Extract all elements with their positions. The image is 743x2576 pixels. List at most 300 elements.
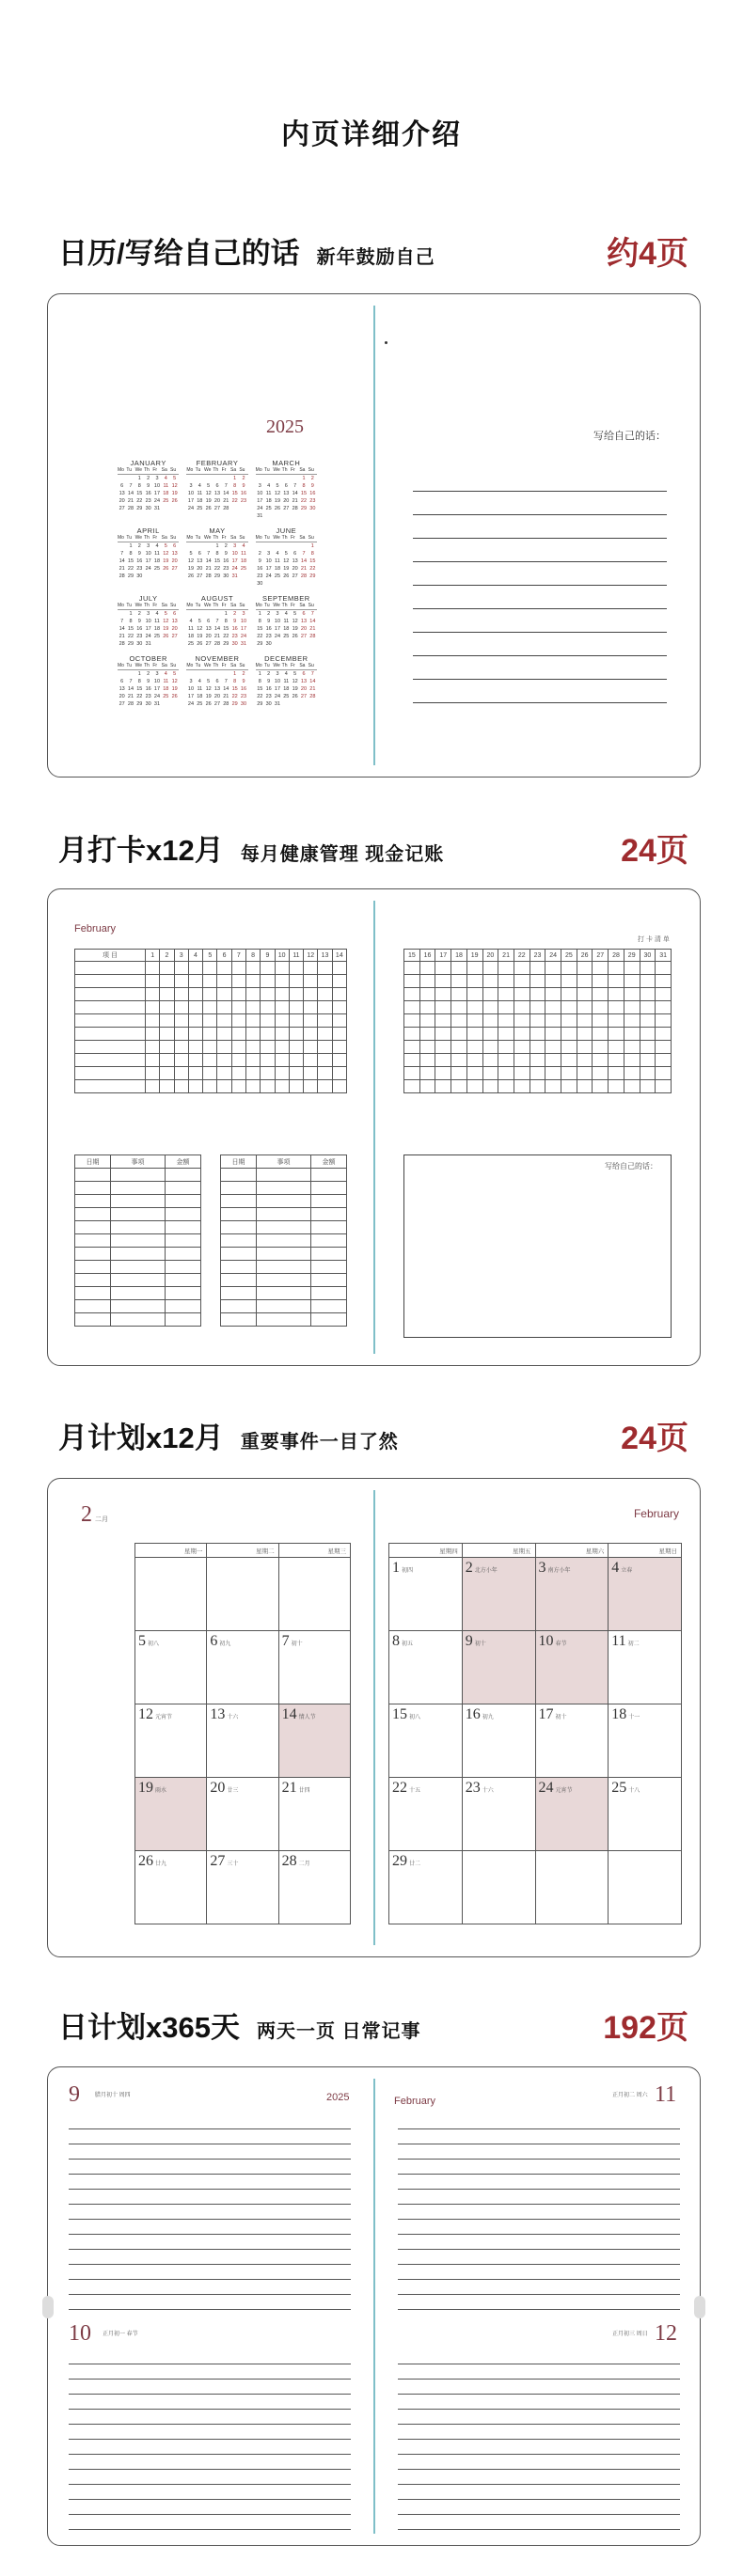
calendar-day: 9 — [258, 558, 261, 564]
weekday-label: Th — [143, 603, 150, 608]
calendar-day: 18 — [163, 491, 169, 496]
calendar-weekday-header — [256, 467, 317, 475]
tracker-cell — [466, 988, 482, 1001]
calendar-day: 27 — [292, 573, 298, 579]
ledger-header: 事项 — [111, 1155, 166, 1169]
weekday-label: Mo — [186, 467, 194, 473]
plan-day-number: 7 — [281, 1633, 290, 1649]
calendar-day: 3 — [242, 611, 245, 617]
tracker-cell — [146, 1067, 160, 1080]
tracker-cell — [75, 1054, 146, 1067]
tracker-day-header: 12 — [304, 950, 318, 962]
weekday-label: Mo — [255, 535, 262, 541]
tracker-cell — [656, 1014, 672, 1028]
calendar-day: 12 — [171, 679, 178, 684]
tracker-cell — [231, 988, 245, 1001]
tracker-cell — [419, 1001, 435, 1014]
tracker-day-header: 13 — [318, 950, 332, 962]
plan-day-note: 初十 — [474, 1641, 486, 1647]
tracker-cell — [451, 1067, 467, 1080]
weekday-label: Mo — [186, 663, 194, 668]
tracker-cell — [318, 1001, 332, 1014]
tracker-cell — [640, 1080, 656, 1093]
tracker-cell — [498, 962, 514, 975]
tracker-cell — [656, 988, 672, 1001]
calendar-day: 29 — [300, 506, 308, 511]
tracker-cell — [656, 1054, 672, 1067]
day-number: 9 — [69, 2082, 80, 2107]
calendar-day: 10 — [265, 558, 272, 564]
ledger-cell — [75, 1300, 111, 1313]
calendar-day: 20 — [213, 694, 221, 699]
tracker-cell — [304, 988, 318, 1001]
month-number: 2 二月 — [81, 1502, 108, 1527]
calendar-day: 6 — [207, 619, 211, 624]
tracker-cell — [498, 988, 514, 1001]
tracker-cell — [261, 1067, 275, 1080]
ledger-row — [75, 1287, 201, 1300]
tracker-cell — [146, 1014, 160, 1028]
tracker-day-header: 9 — [261, 950, 275, 962]
tracker-cell — [514, 1080, 530, 1093]
calendar-day: 6 — [198, 551, 201, 557]
ledger-cell — [166, 1261, 201, 1274]
tracker-cell — [545, 1001, 561, 1014]
calendar-day: 15 — [231, 686, 238, 692]
tracker-cell — [561, 1014, 577, 1028]
calendar-day: 12 — [187, 558, 195, 564]
calendar-blank — [118, 475, 126, 482]
weekday-label: We — [273, 535, 280, 541]
tracker-cell — [404, 1054, 420, 1067]
plan-day-number: 11 — [611, 1633, 626, 1649]
ledger-cell — [257, 1195, 311, 1208]
tracker-cell — [498, 975, 514, 988]
tracker-cell — [261, 988, 275, 1001]
calendar-day: 27 — [119, 701, 125, 707]
calendar-blank — [282, 542, 291, 550]
notebook-spine — [373, 306, 375, 765]
calendar-day: 27 — [283, 506, 290, 511]
tracker-cell — [419, 1028, 435, 1041]
weekday-label: Mo — [118, 603, 124, 608]
tracker-row — [404, 1067, 672, 1080]
calendar-day: 31 — [153, 506, 161, 511]
ledger-cell — [311, 1274, 347, 1287]
calendar-day: 30 — [145, 701, 151, 707]
tracker-cell — [217, 975, 231, 988]
calendar-day: 23 — [240, 498, 247, 504]
tracker-cell — [332, 1028, 346, 1041]
calendar-day: 28 — [213, 641, 221, 647]
calendar-day: 22 — [223, 634, 229, 639]
plan-day-number: 3 — [538, 1560, 546, 1576]
calendar-blank — [118, 542, 126, 550]
plan-week-row — [135, 1704, 351, 1778]
ledger-cell — [311, 1248, 347, 1261]
ledger-cell — [257, 1300, 311, 1313]
tracker-cell — [160, 1028, 174, 1041]
plan-day-cell — [135, 1704, 207, 1778]
calendar-weekday-header — [256, 663, 317, 670]
tracker-cell — [217, 988, 231, 1001]
tracker-cell — [188, 1041, 202, 1054]
plan-day-note: 初八 — [409, 1715, 421, 1720]
tracker-cell — [203, 1054, 217, 1067]
ledger-row — [221, 1182, 347, 1195]
tracker-day-header: 22 — [514, 950, 530, 962]
tracker-cell — [482, 1067, 498, 1080]
tracker-cell — [561, 988, 577, 1001]
tracker-cell — [656, 1028, 672, 1041]
tracker-cell — [332, 1001, 346, 1014]
weekday-label: We — [273, 467, 280, 473]
ledger-cell — [166, 1234, 201, 1248]
tracker-cell — [451, 1001, 467, 1014]
calendar-day: 19 — [205, 498, 212, 504]
calendar-day: 25 — [265, 506, 272, 511]
calendar-weekday-header — [186, 467, 247, 475]
calendar-blank — [273, 542, 281, 550]
plan-day-note: 立春 — [621, 1568, 633, 1574]
calendar-day: 14 — [127, 491, 134, 496]
calendar-day: 22 — [257, 694, 263, 699]
tracker-cell — [160, 1080, 174, 1093]
calendar-blank — [264, 542, 273, 550]
tracker-cell — [174, 1014, 188, 1028]
calendar-day: 20 — [205, 634, 212, 639]
tracker-cell — [593, 1001, 609, 1014]
tracker-cell — [577, 1001, 593, 1014]
tracker-cell — [174, 1054, 188, 1067]
tracker-cell — [530, 1067, 545, 1080]
plan-week-row — [389, 1851, 682, 1924]
plan-week-row — [389, 1704, 682, 1778]
calendar-day: 10 — [274, 619, 281, 624]
calendar-day: 24 — [274, 634, 281, 639]
weekday-label: Th — [281, 603, 288, 608]
tracker-row — [404, 988, 672, 1001]
calendar-days — [118, 670, 179, 708]
calendar-day: 5 — [164, 543, 167, 549]
tracker-row — [75, 1067, 347, 1080]
weekday-label: Th — [213, 535, 219, 541]
calendar-day: 12 — [292, 679, 298, 684]
plan-week-row — [135, 1631, 351, 1704]
calendar-day: 13 — [205, 626, 212, 632]
plan-day-note: 初九 — [219, 1641, 231, 1647]
tracker-cell — [498, 1041, 514, 1054]
tracker-cell — [188, 1067, 202, 1080]
calendar-day: 9 — [233, 619, 237, 624]
calendar-day: 8 — [258, 619, 261, 624]
tracker-cell — [561, 975, 577, 988]
ledger-cell — [311, 1261, 347, 1274]
weekday-label: Su — [239, 663, 245, 668]
tracker-cell — [624, 988, 640, 1001]
tracker-cell — [482, 975, 498, 988]
weekday-label: Fr — [152, 603, 158, 608]
calendar-day: 4 — [198, 679, 201, 684]
tracker-cell — [640, 1028, 656, 1041]
calendar-day: 9 — [137, 619, 141, 624]
calendar-day: 8 — [233, 679, 237, 684]
ledger-cell — [166, 1208, 201, 1221]
tracker-cell — [245, 962, 260, 975]
plan-day-cell — [535, 1704, 609, 1778]
day-lunar-note: 正月初一 春节 — [103, 2332, 138, 2337]
tracker-cell — [332, 975, 346, 988]
weekday-label: Sa — [161, 603, 167, 608]
tracker-cell — [640, 1067, 656, 1080]
month-name: February — [633, 1507, 679, 1520]
tracker-cell — [640, 962, 656, 975]
ledger-header: 事项 — [257, 1155, 311, 1169]
calendar-day: 20 — [300, 686, 308, 692]
section-subtitle: 每月健康管理 现金记账 — [240, 844, 445, 865]
calendar-day: 26 — [187, 573, 195, 579]
tracker-header-row — [404, 950, 672, 962]
section-page-count: 192页 — [603, 2010, 688, 2046]
tracker-cell — [75, 1014, 146, 1028]
day-lunar-note: 腊月初十 周四 — [95, 2093, 131, 2098]
calendar-day: 8 — [224, 619, 228, 624]
tracker-cell — [561, 1041, 577, 1054]
tracker-cell — [174, 962, 188, 975]
weekday-label: Tu — [126, 467, 132, 473]
weekday-label: Mo — [118, 467, 124, 473]
calendar-day: 26 — [292, 634, 298, 639]
tracker-cell — [530, 1041, 545, 1054]
tracker-cell — [245, 988, 260, 1001]
calendar-day: 30 — [145, 506, 151, 511]
calendar-month-name: MARCH — [272, 459, 301, 467]
tracker-cell — [624, 1080, 640, 1093]
tracker-cell — [482, 1014, 498, 1028]
ledger-cell — [75, 1221, 111, 1234]
weekday-label: We — [203, 663, 212, 668]
calendar-month-name: OCTOBER — [129, 654, 167, 663]
ledger-row — [221, 1313, 347, 1327]
plan-day-number: 25 — [611, 1780, 627, 1796]
tracker-cell — [577, 975, 593, 988]
tracker-cell — [174, 1080, 188, 1093]
ledger-cell — [75, 1169, 111, 1182]
tracker-cell — [304, 975, 318, 988]
weekday-label: We — [203, 467, 212, 473]
tracker-cell — [289, 1028, 303, 1041]
plan-day-note: 初四 — [402, 1568, 414, 1574]
weekday-label: Mo — [118, 663, 124, 668]
calendar-day: 1 — [215, 543, 219, 549]
calendar-day: 23 — [136, 566, 143, 572]
tracker-cell — [275, 1067, 289, 1080]
weekday-label: Th — [143, 535, 150, 541]
ledger-cell — [257, 1182, 311, 1195]
calendar-blank — [222, 670, 230, 678]
tracker-day-header: 2 — [160, 950, 174, 962]
tracker-cell — [188, 1028, 202, 1041]
tracker-cell — [514, 1067, 530, 1080]
tracker-row — [404, 1028, 672, 1041]
calendar-day: 8 — [258, 679, 261, 684]
calendar-day: 7 — [310, 611, 314, 617]
plan-day-cell — [207, 1851, 278, 1924]
plan-day-note: 春节 — [555, 1641, 567, 1647]
calendar-day: 17 — [187, 694, 195, 699]
calendar-day: 22 — [136, 498, 143, 504]
tracker-cell — [419, 988, 435, 1001]
ledger-cell — [257, 1169, 311, 1182]
daily-writing-lines — [398, 2114, 680, 2310]
plan-day-cell — [462, 1558, 535, 1631]
tracker-cell — [545, 1080, 561, 1093]
tracker-cell — [498, 1001, 514, 1014]
calendar-day: 10 — [240, 619, 247, 624]
calendar-day: 1 — [233, 671, 237, 677]
tracker-cell — [404, 1041, 420, 1054]
calendar-day: 24 — [145, 634, 151, 639]
calendar-day: 18 — [163, 686, 169, 692]
tracker-cell — [275, 1080, 289, 1093]
calendar-blank — [196, 670, 204, 678]
tracker-cell — [466, 975, 482, 988]
calendar-month — [186, 459, 247, 520]
calendar-day: 10 — [257, 491, 263, 496]
ledger-row — [221, 1169, 347, 1182]
calendar-day: 3 — [155, 671, 159, 677]
weekday-label: Fr — [290, 663, 295, 668]
tracker-cell — [245, 1028, 260, 1041]
tracker-cell — [545, 962, 561, 975]
weekday-label: We — [134, 467, 143, 473]
weekday-label: Su — [308, 663, 314, 668]
page-edge-tab — [694, 2296, 705, 2318]
plan-day-note: 雨水 — [155, 1788, 167, 1794]
tracker-day-header: 1 — [146, 950, 160, 962]
calendar-day: 1 — [137, 476, 141, 481]
calendar-day: 9 — [310, 483, 314, 489]
ledger-row — [75, 1234, 201, 1248]
tracker-cell — [146, 975, 160, 988]
calendar-day: 24 — [240, 634, 247, 639]
tracker-row — [75, 1041, 347, 1054]
calendar-day: 11 — [188, 626, 194, 632]
ledger-cell — [221, 1208, 257, 1221]
tracker-cell — [514, 975, 530, 988]
calendar-blank — [196, 610, 204, 618]
tracker-cell — [188, 975, 202, 988]
tracker-cell — [318, 1014, 332, 1028]
tracker-cell — [451, 1054, 467, 1067]
ledger-cell — [257, 1261, 311, 1274]
weekday-label: Fr — [152, 535, 158, 541]
calendar-day: 19 — [171, 686, 178, 692]
ledger-cell — [111, 1195, 166, 1208]
calendar-blank — [256, 542, 264, 550]
ledger-cell — [311, 1195, 347, 1208]
ledger-cell — [75, 1182, 111, 1195]
ledger-cell — [166, 1313, 201, 1327]
tracker-day-header: 19 — [466, 950, 482, 962]
ledger-header: 日期 — [221, 1155, 257, 1169]
tracker-cell — [203, 1067, 217, 1080]
tracker-cell — [188, 1014, 202, 1028]
ledger-row — [75, 1248, 201, 1261]
calendar-day: 26 — [292, 694, 298, 699]
tracker-cell — [160, 975, 174, 988]
tracker-row — [75, 988, 347, 1001]
tracker-cell — [289, 988, 303, 1001]
plan-day-note: 十五 — [409, 1788, 421, 1794]
calendar-blank — [291, 475, 299, 482]
calendar-day: 15 — [257, 686, 263, 692]
tracker-cell — [609, 975, 624, 988]
calendar-day: 10 — [145, 551, 151, 557]
ledger-cell — [166, 1195, 201, 1208]
weekday-label: Sa — [229, 535, 237, 541]
tracker-day-header: 15 — [404, 950, 420, 962]
weekday-label: Tu — [263, 603, 270, 608]
section-page-count: 约4页 — [607, 236, 688, 272]
tracker-row — [404, 1001, 672, 1014]
tracker-cell — [404, 1080, 420, 1093]
calendar-day: 9 — [147, 483, 150, 489]
calendar-day: 19 — [163, 626, 169, 632]
tracker-cell — [577, 1014, 593, 1028]
tracker-cell — [609, 1014, 624, 1028]
tracker-cell — [289, 962, 303, 975]
tracker-cell — [624, 1067, 640, 1080]
weekday-label: Su — [308, 603, 314, 608]
tracker-cell — [203, 1001, 217, 1014]
calendar-days — [256, 542, 317, 588]
calendar-day: 15 — [231, 491, 238, 496]
tracker-cell — [561, 1054, 577, 1067]
calendar-day: 26 — [171, 498, 178, 504]
tracker-cell — [404, 988, 420, 1001]
tracker-row — [404, 1080, 672, 1093]
tracker-cell — [624, 962, 640, 975]
calendar-day: 23 — [240, 694, 247, 699]
tracker-cell — [332, 1041, 346, 1054]
tracker-cell — [304, 1014, 318, 1028]
weekday-header: 星期三 — [278, 1544, 350, 1558]
calendar-month-name: APRIL — [136, 526, 160, 535]
calendar-blank — [213, 610, 221, 618]
ledger-row — [221, 1208, 347, 1221]
calendar-day: 16 — [265, 686, 272, 692]
calendar-day: 30 — [136, 641, 143, 647]
tracker-row — [75, 1014, 347, 1028]
weekday-label: Fr — [221, 535, 227, 541]
tracker-cell — [435, 1001, 451, 1014]
tracker-cell — [435, 1054, 451, 1067]
calendar-day: 15 — [213, 558, 221, 564]
tracker-cell — [530, 1080, 545, 1093]
ledger-cell — [111, 1234, 166, 1248]
plan-day-number: 2 — [465, 1560, 473, 1576]
calendar-day: 25 — [283, 634, 290, 639]
tracker-cell — [530, 988, 545, 1001]
tracker-cell — [245, 975, 260, 988]
calendar-day: 5 — [293, 671, 297, 677]
calendar-day: 1 — [310, 543, 314, 549]
calendar-day: 27 — [205, 641, 212, 647]
tracker-cell — [146, 1080, 160, 1093]
plan-day-number: 26 — [138, 1853, 153, 1869]
calendar-blank — [186, 542, 195, 550]
